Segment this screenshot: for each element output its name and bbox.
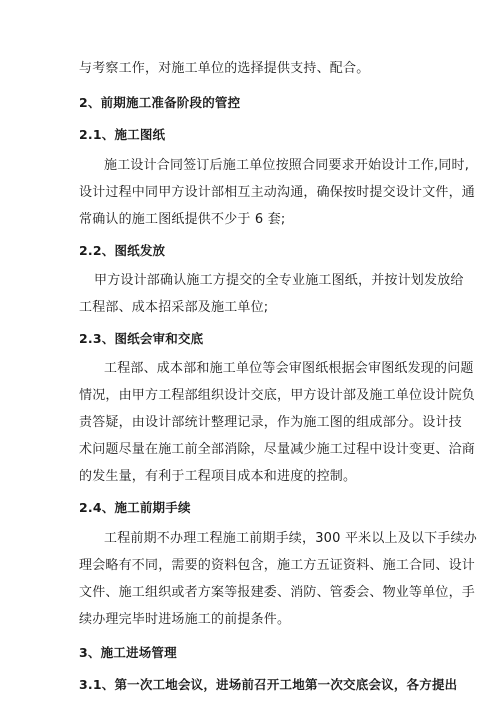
subsection-heading: 2.3、图纸会审和交底 [79, 331, 204, 346]
subsection-heading: 2.4、施工前期手续 [79, 500, 191, 515]
paragraph-line: 文件、施工组织或者方案等报建委、消防、管委会、物业等单位，手 [79, 585, 476, 600]
paragraph-line: 甲方设计部确认施工方提交的全专业施工图纸，并按计划发放给 [94, 273, 464, 288]
paragraph-line: 与考察工作，对施工单位的选择提供支持、配合。 [79, 61, 370, 76]
subsection-heading: 2.1、施工图纸 [79, 127, 166, 142]
paragraph-line: 施工设计合同签订后施工单位按照合同要求开始设计工作,同时, [104, 158, 470, 173]
paragraph-line: 工程部、成本部和施工单位等会审图纸根据会审图纸发现的问题 [104, 361, 474, 376]
paragraph-line: 术问题尽量在施工前全部消除，尽量减少施工过程中设计变更、洽商 [79, 442, 476, 457]
paragraph-line: 工程部、成本招采部及施工单位; [79, 300, 269, 315]
paragraph-line: 理会略有不同，需要的资料包含，施工方五证资料、施工合同、设计 [79, 558, 476, 573]
paragraph-line: 3.1、第一次工地会议，进场前召开工地第一次交底会议，各方提出 [79, 677, 458, 692]
paragraph-line: 常确认的施工图纸提供不少于 6 套; [79, 212, 286, 227]
subsection-heading: 2.2、图纸发放 [79, 243, 166, 258]
paragraph-line: 的发生量，有利于工程项目成本和进度的控制。 [79, 469, 357, 484]
paragraph-line: 续办理完毕时进场施工的前提条件。 [79, 612, 291, 627]
paragraph-line: 设计过程中同甲方设计部相互主动沟通，确保按时提交设计文件，通 [79, 185, 476, 200]
paragraph-line: 情况，由甲方工程部组织设计交底，甲方设计部及施工单位设计院负 [79, 388, 476, 403]
paragraph-line: 工程前期不办理工程施工前期手续，300 平米以上及以下手续办 [104, 531, 477, 546]
paragraph-line: 责答疑，由设计部统计整理记录，作为施工图的组成部分。设计技 [79, 415, 462, 430]
section-heading: 3、施工进场管理 [79, 645, 177, 660]
section-heading: 2、前期施工准备阶段的管控 [79, 95, 241, 110]
